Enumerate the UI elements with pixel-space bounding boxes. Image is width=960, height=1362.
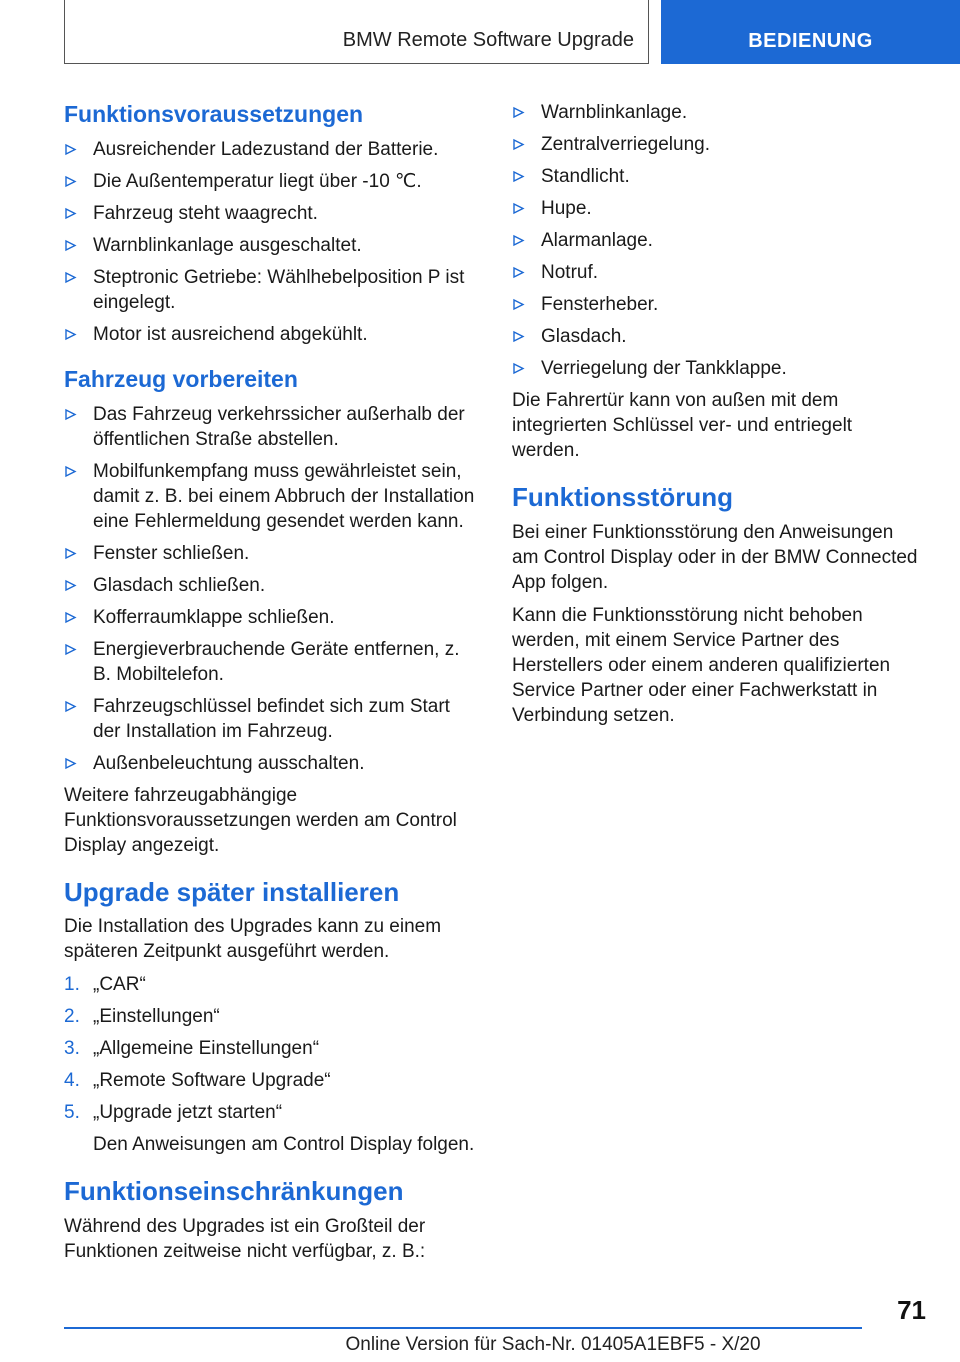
bullet-triangle-icon bbox=[64, 694, 93, 719]
step-text: „Allgemeine Einstellungen“ bbox=[93, 1038, 320, 1059]
bullet-triangle-icon bbox=[64, 459, 93, 484]
bullet-triangle-icon bbox=[512, 260, 541, 285]
step-subtext: Den Anweisungen am Control Display folgen. bbox=[93, 1134, 475, 1155]
list-item-text: Die Außentemperatur liegt über -10 ℃. bbox=[93, 170, 422, 192]
restrictions-intro: Während des Upgrades ist ein Großteil der Funktionen zeitweise nicht verfügbar, z. B.: bbox=[64, 1215, 426, 1262]
heading-fahrzeug-vorbereiten: Fahrzeug vorbereiten bbox=[64, 365, 298, 392]
list-item bbox=[64, 402, 480, 452]
step-item bbox=[64, 1004, 480, 1029]
malfunction-paragraph-2: Kann die Funktionsstörung nicht behoben werden, mit einem Service Partner des Herstellers oder einem anderen qualifizierten Service Partner oder einer Fachwerkstatt in Verbindung setzen. bbox=[512, 604, 891, 726]
bullet-triangle-icon bbox=[512, 228, 541, 253]
bullet-triangle-icon bbox=[512, 356, 541, 381]
list-item-text: Alarmanlage. bbox=[541, 230, 653, 251]
list-item bbox=[64, 322, 480, 347]
step-item bbox=[64, 972, 480, 997]
bullet-triangle-icon bbox=[64, 605, 93, 630]
list-item-text: Motor ist ausreichend abgekühlt. bbox=[93, 323, 368, 345]
bullet-triangle-icon bbox=[64, 573, 93, 598]
step-number: 3. bbox=[64, 1038, 80, 1059]
list-item bbox=[64, 233, 480, 258]
list-item-text: Glasdach schließen. bbox=[93, 574, 266, 596]
bullet-triangle-icon bbox=[64, 541, 93, 566]
step-text: „Upgrade jetzt starten“ bbox=[93, 1102, 283, 1123]
footer-version-text: Online Version für Sach-Nr. 01405A1EBF5 - X/20 bbox=[345, 1334, 761, 1355]
list-item-text: Fenster schließen. bbox=[93, 542, 250, 564]
driver-door-note: Die Fahrertür kann von außen mit dem integrierten Schlüssel ver- und entriegelt werden. bbox=[512, 390, 853, 461]
bullet-triangle-icon bbox=[512, 132, 541, 157]
heading-funktionsstoerung: Funktionsstörung bbox=[512, 482, 733, 512]
list-item-text: Ausreichender Ladezustand der Batterie. bbox=[93, 138, 439, 160]
bullet-triangle-icon bbox=[64, 201, 93, 226]
step-number: 5. bbox=[64, 1102, 80, 1123]
list-item-text: Fensterheber. bbox=[541, 294, 659, 315]
list-item bbox=[64, 169, 480, 194]
bullet-triangle-icon bbox=[64, 402, 93, 427]
bullet-triangle-icon bbox=[512, 196, 541, 221]
list-item bbox=[512, 292, 924, 317]
bullet-triangle-icon bbox=[512, 164, 541, 189]
page-number: 71 bbox=[897, 1295, 926, 1325]
list-item bbox=[512, 100, 924, 125]
preparation-note: Weitere fahrzeugabhängige Funktionsvoraussetzungen werden am Control Display angezeigt. bbox=[64, 784, 457, 856]
step-number: 2. bbox=[64, 1006, 80, 1027]
list-item-text: Steptronic Getriebe: Wählhebelposition P ist eingelegt. bbox=[93, 266, 465, 313]
list-item bbox=[512, 196, 924, 221]
upgrade-later-intro: Die Installation des Upgrades kann zu einem späteren Zeitpunkt ausgeführt werden. bbox=[64, 916, 442, 962]
step-item bbox=[64, 1100, 480, 1157]
step-text: „Remote Software Upgrade“ bbox=[93, 1070, 331, 1091]
list-item bbox=[64, 637, 480, 687]
bullet-triangle-icon bbox=[512, 100, 541, 125]
bullet-triangle-icon bbox=[64, 265, 93, 290]
step-number: 4. bbox=[64, 1070, 80, 1091]
section-tab bbox=[661, 0, 960, 64]
list-item-text: Warnblinkanlage ausgeschaltet. bbox=[93, 234, 362, 256]
list-item-text: Hupe. bbox=[541, 198, 592, 219]
list-item bbox=[64, 573, 480, 598]
list-item bbox=[512, 228, 924, 253]
list-item bbox=[64, 459, 480, 534]
list-item-text: Glasdach. bbox=[541, 326, 627, 347]
step-item bbox=[64, 1036, 480, 1061]
list-item-text: Mobilfunkempfang muss gewährleistet sein, damit z. B. bei einem Abbruch der Installation eine Fehlermeldung gesendet werden kann. bbox=[93, 460, 475, 532]
list-item-text: Notruf. bbox=[541, 262, 599, 283]
bullet-triangle-icon bbox=[512, 292, 541, 317]
list-item bbox=[64, 265, 480, 315]
heading-funktionsvoraussetzungen: Funktionsvoraussetzungen bbox=[64, 101, 364, 127]
running-header-box bbox=[64, 0, 649, 64]
preparation-list bbox=[64, 402, 480, 776]
list-item bbox=[64, 605, 480, 630]
list-item bbox=[512, 132, 924, 157]
list-item-text: Fahrzeugschlüssel befindet sich zum Start der Installation im Fahrzeug. bbox=[93, 695, 450, 742]
step-number: 1. bbox=[64, 974, 80, 995]
list-item bbox=[512, 260, 924, 285]
list-item-text: Fahrzeug steht waagrecht. bbox=[93, 202, 318, 224]
list-item-text: Standlicht. bbox=[541, 166, 630, 187]
heading-funktionseinschraenkungen: Funktionseinschränkungen bbox=[64, 1176, 404, 1206]
list-item bbox=[64, 751, 480, 776]
bullet-triangle-icon bbox=[64, 233, 93, 258]
right-column bbox=[512, 100, 924, 736]
bullet-triangle-icon bbox=[64, 637, 93, 662]
step-item bbox=[64, 1068, 480, 1093]
footer-rule bbox=[64, 1327, 862, 1329]
list-item-text: Kofferraumklappe schließen. bbox=[93, 606, 335, 628]
bullet-triangle-icon bbox=[64, 751, 93, 776]
malfunction-paragraph-1: Bei einer Funktionsstörung den Anweisungen am Control Display oder in der BMW Connected App folgen. bbox=[512, 521, 918, 593]
bullet-triangle-icon bbox=[64, 322, 93, 347]
list-item-text: Das Fahrzeug verkehrssicher außerhalb der öffentlichen Straße abstellen. bbox=[93, 403, 465, 450]
list-item bbox=[512, 356, 924, 381]
upgrade-steps-list bbox=[64, 972, 480, 1157]
list-item bbox=[512, 324, 924, 349]
list-item bbox=[64, 694, 480, 744]
bullet-triangle-icon bbox=[64, 137, 93, 162]
requirements-list bbox=[64, 137, 480, 347]
step-text: „CAR“ bbox=[93, 974, 146, 995]
bullet-triangle-icon bbox=[512, 324, 541, 349]
bullet-triangle-icon bbox=[64, 169, 93, 194]
unavailable-functions-list bbox=[512, 100, 924, 381]
list-item bbox=[512, 164, 924, 189]
list-item bbox=[64, 201, 480, 226]
list-item bbox=[64, 137, 480, 162]
step-text: „Einstellungen“ bbox=[93, 1006, 220, 1027]
heading-upgrade-spaeter-installieren: Upgrade später installieren bbox=[64, 876, 400, 907]
list-item-text: Zentralverriegelung. bbox=[541, 134, 710, 155]
left-column bbox=[64, 100, 480, 1272]
list-item-text: Außenbeleuchtung ausschalten. bbox=[93, 752, 365, 774]
running-header-title: BMW Remote Software Upgrade bbox=[342, 29, 634, 51]
list-item-text: Energieverbrauchende Geräte entfernen, z. B. Mobiltelefon. bbox=[93, 638, 460, 685]
list-item bbox=[64, 541, 480, 566]
list-item-text: Warnblinkanlage. bbox=[541, 102, 688, 123]
section-tab-label: BEDIENUNG bbox=[748, 30, 873, 52]
list-item-text: Verriegelung der Tankklappe. bbox=[541, 358, 787, 379]
